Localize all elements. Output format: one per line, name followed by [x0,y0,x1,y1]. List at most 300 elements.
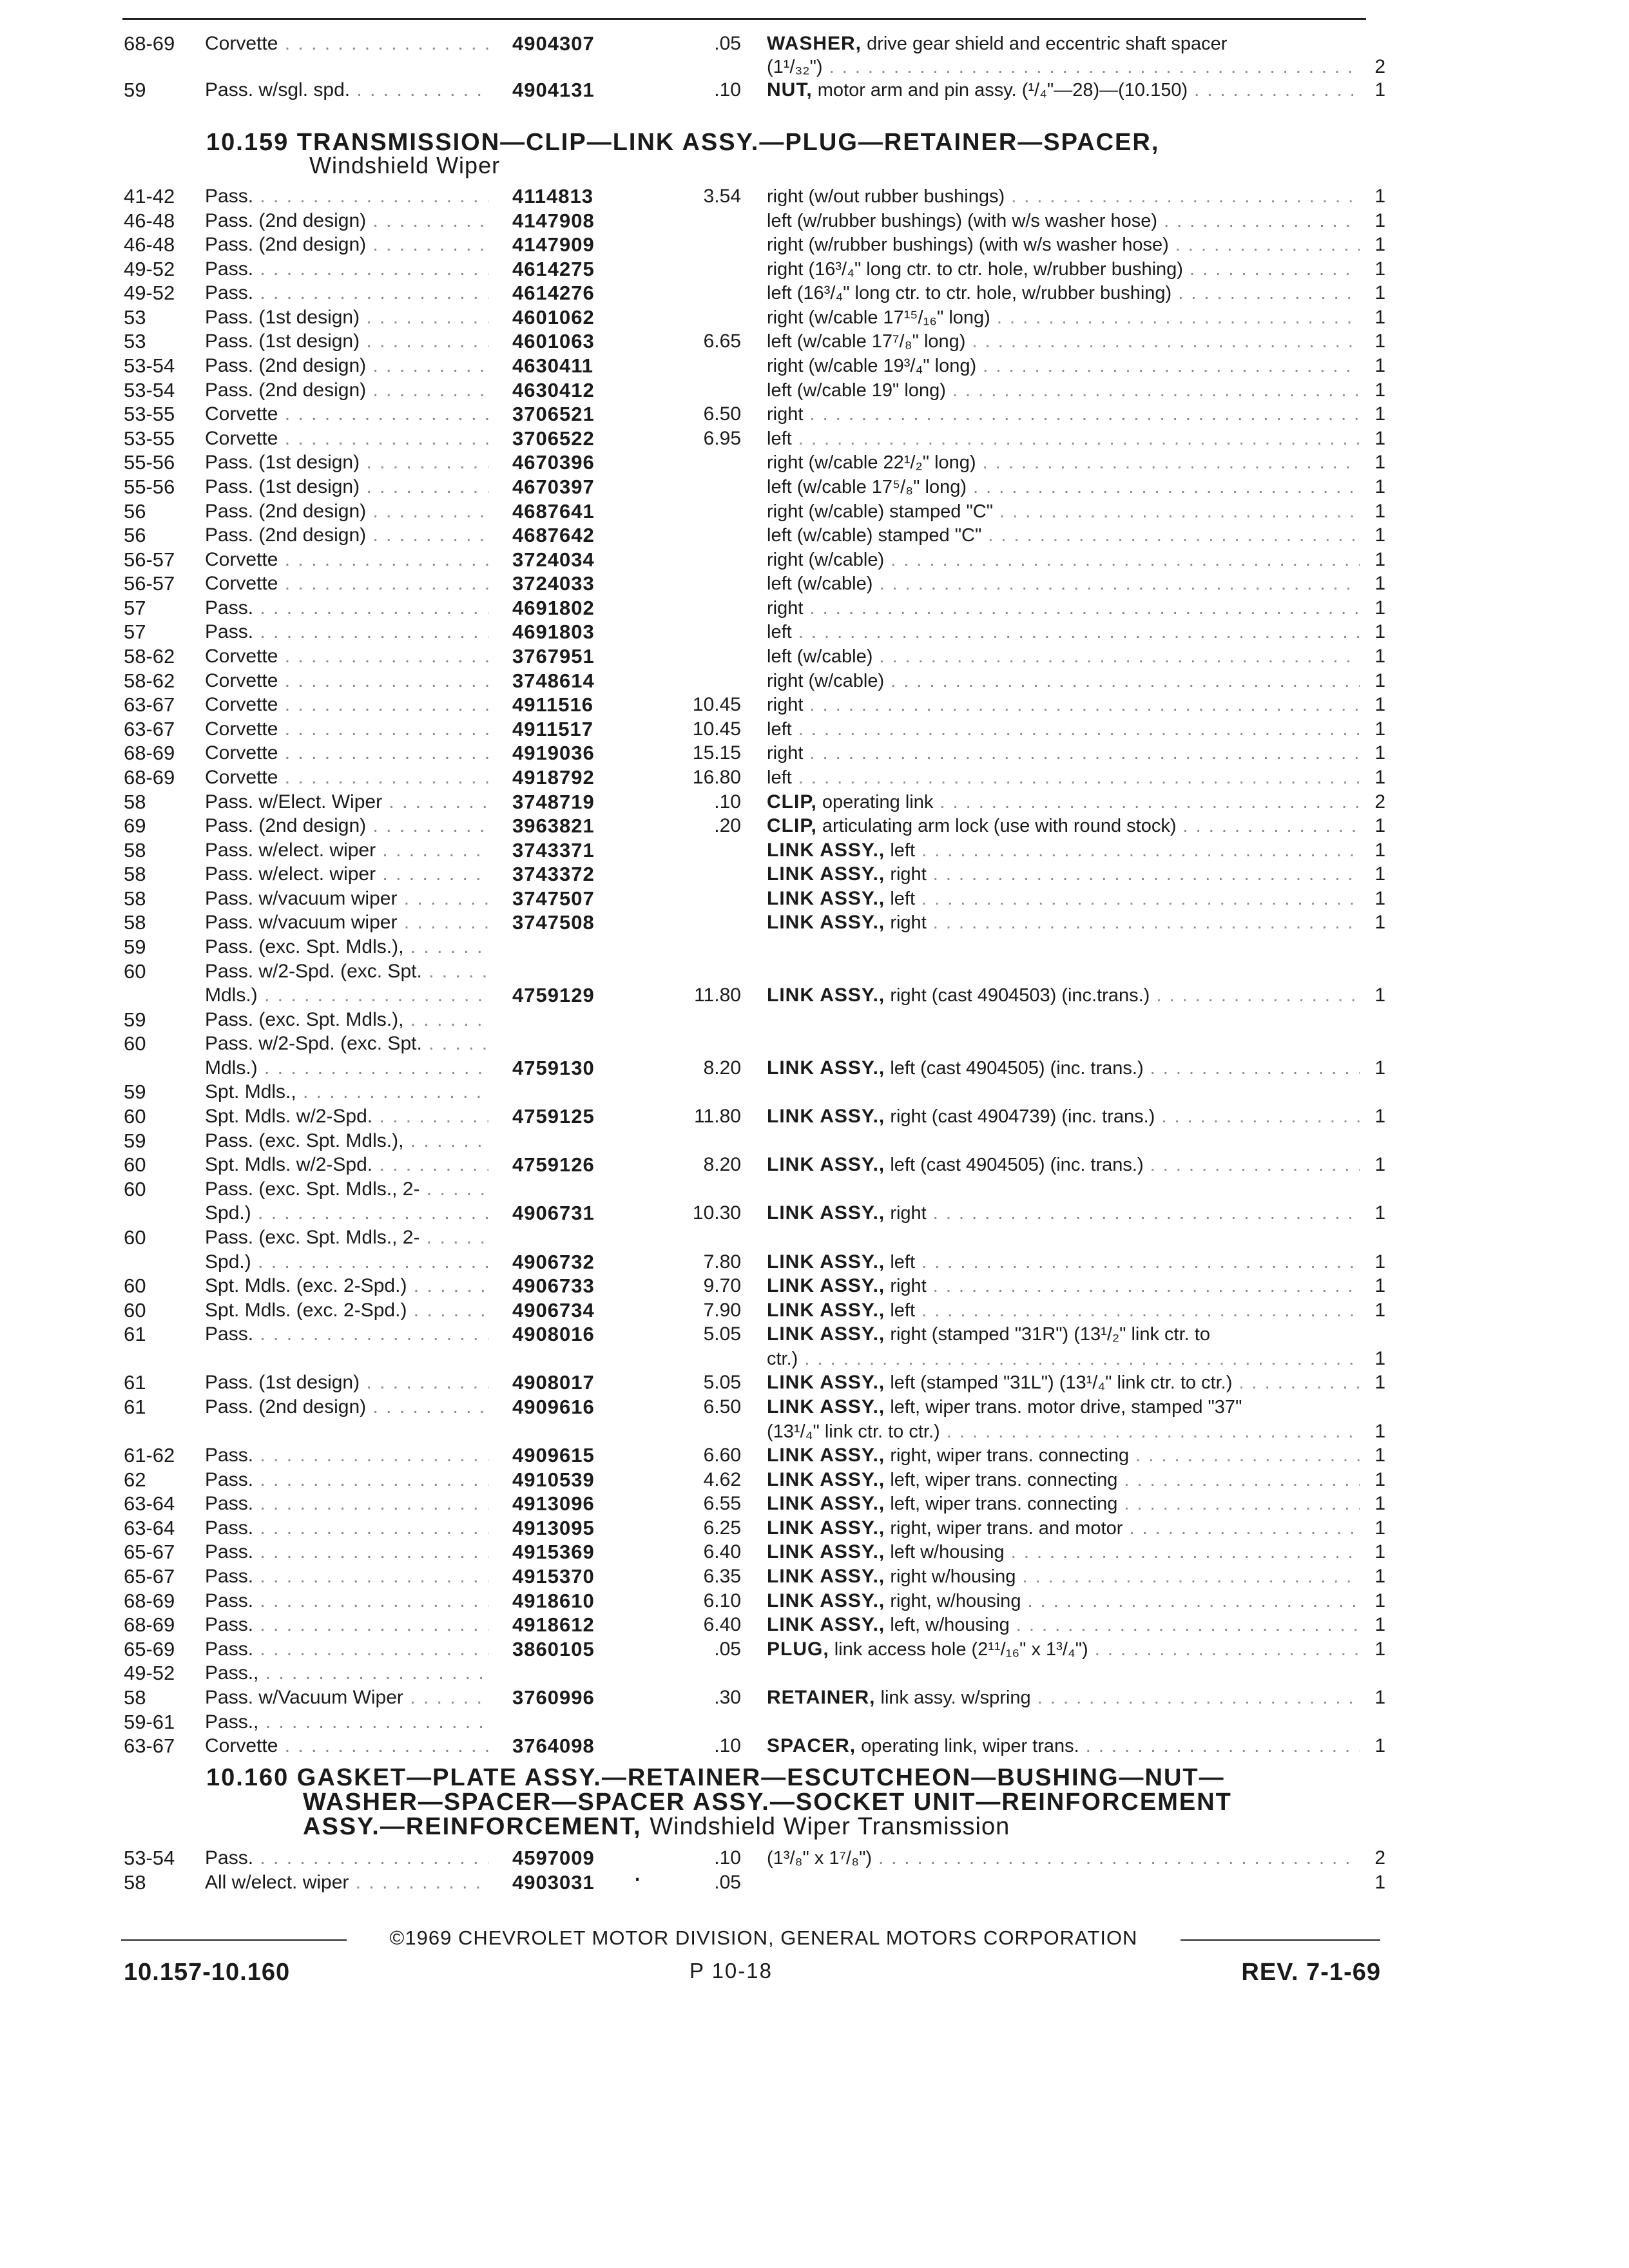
model-cell: Pass. (1st design) . . . [205,451,488,474]
table-row [0,1711,1629,1736]
description-cell [767,1202,1360,1225]
part-number-cell: 3748614 [512,669,595,692]
price-cell: 6.60 [703,1445,741,1466]
part-number-cell: 4687641 [512,499,595,523]
description-cell [767,1444,1360,1467]
model-cell: Pass. . . . [205,1444,488,1467]
price-cell: 3.54 [703,186,741,207]
year-cell: 49-52 [124,257,175,280]
year-cell: 59-61 [124,1710,175,1733]
price-cell: 9.70 [703,1275,741,1297]
part-number-cell: 4687642 [512,524,595,547]
table-row [0,32,1629,58]
model-cell: Pass. (2nd design) . . . [205,524,488,547]
price-cell: .05 [714,1638,741,1660]
model-cell: Pass. (2nd design) . . . [205,1396,488,1419]
table-row [0,1105,1629,1131]
part-number-cell: 4913096 [512,1492,595,1515]
part-number-cell: 4906734 [512,1298,595,1321]
year-cell: 60 [124,1032,146,1055]
model-cell: Spt. Mdls. w/2-Spd. . . . [205,1105,488,1128]
price-cell: 10.45 [692,718,741,740]
year-cell: 60 [124,1153,146,1177]
quantity-cell: 1 [1374,621,1385,643]
model-cell: Pass. . . . [205,1541,488,1564]
table-row [0,766,1629,792]
table-row [0,1202,1629,1227]
table-row [0,936,1629,961]
year-cell: 60 [124,1274,146,1298]
quantity-cell: 1 [1374,1468,1385,1490]
part-description: left (w/cable) [767,573,873,595]
quantity-cell: 2 [1374,56,1385,77]
table-row [0,791,1629,816]
part-description: left (w/rubber bushings) (with w/s washer hose) [767,210,1158,231]
part-name: LINK ASSY., [767,1566,885,1588]
part-number-cell: 3743371 [512,838,595,861]
model-cell: Pass. (2nd design) . . . [205,814,488,838]
model-cell: Pass. (1st design) . . . [205,306,488,329]
table-row [0,1178,1629,1204]
section-10-160-title-bold: ASSY.—REINFORCEMENT, [303,1813,642,1840]
table-row [0,403,1629,428]
description-cell [767,1251,1360,1274]
part-number-cell: 4909616 [512,1396,595,1418]
part-number-cell: 3724033 [512,572,595,595]
year-cell: 56-57 [124,548,175,571]
part-number-cell: 4911516 [512,693,593,716]
part-name: LINK ASSY., [767,1590,885,1611]
description-cell [767,1105,1360,1128]
table-row [0,960,1629,986]
year-cell: 53 [124,305,146,329]
quantity-cell: 1 [1374,1686,1385,1708]
model-cell: Corvette . . . [205,669,488,693]
description-cell [767,1613,1360,1637]
year-cell: 61 [124,1396,146,1418]
quantity-cell: 1 [1374,718,1385,740]
year-cell: 49-52 [124,282,175,305]
description-cell [767,887,1360,910]
description-cell [767,379,1360,402]
year-cell: 53 [124,330,146,353]
table-row [0,548,1629,574]
model-cell: Pass. w/vacuum wiper . . . [205,911,488,934]
year-cell: 58 [124,1686,146,1709]
year-cell: 68-69 [124,32,175,55]
part-description: link access hole (2¹¹/₁₆" x 1³/₄") [834,1639,1088,1660]
table-row [0,451,1629,477]
model-cell: Pass. . . . [205,597,488,620]
part-name: LINK ASSY., [767,1202,885,1224]
description-cell [767,645,1360,668]
year-cell: 57 [124,596,146,619]
part-description: right (cast 4904739) (inc. trans.) [890,1106,1155,1128]
quantity-cell: 1 [1374,1735,1385,1757]
part-number-cell: 4601063 [512,330,595,353]
model-cell: Pass. (2nd design) . . . [205,209,488,233]
part-number-cell: 4913095 [512,1516,595,1539]
description-cell [767,1847,1360,1870]
part-number-cell: 4909615 [512,1444,595,1467]
quantity-cell: 1 [1374,1372,1385,1394]
model-cell: Mdls.) . . . [205,984,488,1007]
part-description: operating link [822,791,934,812]
description-cell [767,282,1360,305]
description-cell [767,1565,1360,1588]
table-row [0,1347,1629,1373]
year-cell: 63-64 [124,1492,175,1515]
part-number-cell: 4114813 [512,185,593,207]
part-description: right (stamped "31R") (13¹/₂" link ctr. to [890,1324,1210,1345]
price-cell: .10 [714,1735,741,1757]
model-cell: Pass. (1st design) . . . [205,476,488,499]
year-cell: 59 [124,1081,146,1104]
quantity-cell: 1 [1374,1347,1385,1369]
part-name: LINK ASSY., [767,1445,885,1466]
part-number-cell: 3764098 [512,1735,595,1758]
description-cell [767,32,1360,55]
table-row [0,839,1629,865]
description-cell [767,1541,1360,1564]
year-cell: 59 [124,1129,146,1152]
table-row [0,233,1629,259]
description-cell [767,306,1360,329]
quantity-cell: 1 [1374,355,1385,377]
quantity-cell: 1 [1374,258,1385,280]
description-cell [767,185,1360,208]
model-cell: Spt. Mdls. (exc. 2-Spd.) . . . [205,1274,488,1298]
part-number-cell: 4691802 [512,596,595,619]
year-cell: 58-62 [124,645,175,668]
part-number-cell: 4614275 [512,257,595,280]
price-cell: 15.15 [692,742,741,764]
year-cell: 58 [124,1871,146,1894]
quantity-cell: 1 [1374,766,1385,788]
part-number-cell: 3767951 [512,645,595,668]
quantity-cell: 1 [1374,1057,1385,1079]
table-row [0,1662,1629,1687]
quantity-cell: 1 [1374,839,1385,861]
part-number-cell: 4908017 [512,1371,595,1394]
year-cell: 53-54 [124,1847,175,1869]
quantity-cell: 1 [1374,1493,1385,1515]
year-cell: 65-69 [124,1637,175,1660]
part-number-cell: 3963821 [512,814,595,838]
model-cell: Pass. . . . [205,1517,488,1540]
part-name: LINK ASSY., [767,1517,885,1539]
quantity-cell: 1 [1374,1445,1385,1466]
table-row [0,887,1629,913]
description-cell [767,572,1360,595]
quantity-cell: 2 [1374,1847,1385,1869]
model-cell: Pass. w/2-Spd. (exc. Spt. . . . [205,1032,488,1055]
table-row [0,1613,1629,1639]
model-cell: Pass. w/Vacuum Wiper . . . [205,1686,488,1709]
price-cell: 11.80 [694,985,741,1006]
part-description: left (w/cable 17⁷/₈" long) [767,331,966,352]
table-row [0,427,1629,453]
part-number-cell: 4910539 [512,1468,595,1491]
table-row [0,1226,1629,1252]
model-cell: Corvette . . . [205,766,488,789]
price-cell: 6.25 [703,1517,741,1539]
price-cell: 6.10 [703,1590,741,1611]
quantity-cell: 1 [1374,742,1385,764]
part-description: left, w/housing [890,1615,1010,1636]
quantity-cell: 1 [1374,1420,1385,1442]
year-cell: 49-52 [124,1662,175,1685]
part-description: right [767,404,804,425]
year-cell: 61-62 [124,1444,175,1467]
table-row [0,330,1629,356]
quantity-cell: 1 [1374,524,1385,546]
quantity-cell: 1 [1374,985,1385,1006]
part-name: LINK ASSY., [767,1251,885,1273]
part-number-cell: 4147909 [512,233,595,256]
table-row [0,1251,1629,1276]
model-cell: Pass. . . . [205,258,488,281]
quantity-cell: 1 [1374,887,1385,909]
part-number-cell: 3747508 [512,911,595,934]
model-cell: Spt. Mdls., . . . [205,1081,488,1104]
table-row [0,185,1629,211]
quantity-cell: 1 [1374,1614,1385,1636]
model-cell: Pass. w/elect. wiper . . . [205,863,488,886]
part-description: right [767,743,804,764]
description-cell [767,1396,1360,1419]
part-description: left w/housing [890,1542,1005,1563]
model-cell: Pass. . . . [205,1468,488,1492]
table-row [0,354,1629,380]
year-cell: 58 [124,790,146,813]
table-row [0,1081,1629,1106]
part-description: right [890,864,927,885]
part-description: left (w/cable) [767,646,873,668]
part-number-cell: 4147908 [512,209,595,232]
top-rule [122,18,1366,20]
quantity-cell: 1 [1374,912,1385,934]
table-row [0,1032,1629,1058]
table-row [0,1129,1629,1155]
year-cell: 68-69 [124,765,175,789]
quantity-cell: 1 [1374,1106,1385,1128]
model-cell: Corvette . . . [205,548,488,572]
quantity-cell: 2 [1374,791,1385,812]
quantity-cell: 1 [1374,1541,1385,1563]
description-cell [767,524,1360,547]
description-cell [767,55,1360,79]
price-cell: 5.05 [703,1372,741,1394]
description-cell [767,79,1360,102]
table-row [0,476,1629,501]
year-cell: 56 [124,499,146,523]
table-row [0,1274,1629,1300]
model-cell: Pass. (exc. Spt. Mdls.), . . . [205,1008,488,1032]
description-cell [767,911,1360,934]
description-cell [767,1492,1360,1515]
year-cell: 63-67 [124,717,175,740]
part-description: right, wiper trans. connecting [890,1445,1130,1466]
description-cell [767,814,1360,838]
year-cell: 63-67 [124,693,175,716]
price-cell: 6.50 [703,403,741,425]
model-cell: Pass. . . . [205,1638,488,1661]
part-number-cell: 4908016 [512,1323,595,1346]
price-cell: 5.05 [703,1323,741,1345]
model-cell: Corvette . . . [205,32,488,55]
table-row [0,1565,1629,1591]
part-name: LINK ASSY., [767,863,885,885]
year-cell: 46-48 [124,233,175,256]
model-cell: Spt. Mdls. w/2-Spd. . . . [205,1153,488,1177]
table-row [0,500,1629,526]
part-description: left (w/cable 17⁵/₈" long) [767,476,967,497]
year-cell: 59 [124,1008,146,1031]
part-description: right [890,1203,927,1224]
model-cell: Corvette . . . [205,403,488,426]
table-row [0,79,1629,104]
part-name: RETAINER, [767,1686,876,1708]
part-name: CLIP, [767,815,817,837]
part-name: LINK ASSY., [767,1396,885,1418]
table-row [0,1057,1629,1082]
price-cell: .10 [714,79,741,101]
description-cell [767,693,1360,716]
price-cell: .05 [714,33,741,54]
description-cell [767,427,1360,450]
part-name: LINK ASSY., [767,1275,885,1297]
table-row [0,1871,1629,1897]
part-name: SPACER, [767,1735,856,1757]
part-description: left (16³/₄" long ctr. to ctr. hole, w/rubber bushing) [767,283,1172,304]
description-cell [767,791,1360,814]
year-cell: 53-54 [124,378,175,401]
price-cell: 10.30 [692,1202,741,1224]
part-description: right (w/rubber bushings) (with w/s washer hose) [767,235,1169,256]
part-number-cell: 3706522 [512,427,595,450]
part-description: left [767,622,792,643]
description-cell [767,597,1360,620]
model-cell: Pass. . . . [205,1492,488,1515]
quantity-cell: 1 [1374,500,1385,522]
quantity-cell: 1 [1374,379,1385,401]
description-cell [767,984,1360,1007]
model-cell: Pass. . . . [205,185,488,208]
description-cell [767,742,1360,765]
description-cell [767,1590,1360,1613]
price-cell: .10 [714,1847,741,1869]
part-description: right (w/cable 19³/₄" long) [767,356,977,377]
part-number-cell: 4915369 [512,1541,595,1564]
part-number-cell: 3748719 [512,790,595,813]
part-description: right, wiper trans. and motor [890,1517,1123,1539]
part-name: WASHER, [767,33,862,54]
part-number-cell: 4904131 [512,79,595,101]
description-cell [767,476,1360,499]
description-cell [767,354,1360,378]
price-cell: 7.80 [703,1251,741,1273]
price-cell: 8.20 [703,1057,741,1079]
description-cell [767,718,1360,741]
table-row [0,718,1629,744]
table-row [0,1541,1629,1566]
stray-mark: . [635,1864,641,1885]
quantity-cell: 1 [1374,1872,1385,1893]
table-row [0,984,1629,1010]
part-name: CLIP, [767,791,817,812]
part-number-cell: 4601062 [512,305,595,329]
part-number-cell: 4911517 [512,717,593,740]
part-number-cell: 3860105 [512,1637,595,1660]
quantity-cell: 1 [1374,815,1385,837]
part-number-cell: 4918610 [512,1589,595,1612]
model-cell: Pass. (exc. Spt. Mdls., 2- . . . [205,1178,488,1201]
model-cell: Pass. (exc. Spt. Mdls.), . . . [205,936,488,959]
description-cell [767,451,1360,474]
page-number: P 10-18 [689,1959,773,1983]
quantity-cell: 1 [1374,234,1385,256]
table-row [0,814,1629,840]
year-cell: 63-64 [124,1516,175,1539]
table-row [0,1444,1629,1470]
model-cell: Corvette . . . [205,718,488,741]
part-description: left [767,428,792,449]
table-row [0,572,1629,598]
quantity-cell: 1 [1374,597,1385,619]
copyright-notice: ©1969 CHEVROLET MOTOR DIVISION, GENERAL MOTORS CORPORATION [389,1927,1138,1949]
part-name: LINK ASSY., [767,839,885,861]
quantity-cell: 1 [1374,1154,1385,1176]
price-cell: 6.35 [703,1566,741,1588]
table-row [0,1008,1629,1034]
model-cell: Pass. (2nd design) . . . [205,354,488,378]
part-number-cell: 4614276 [512,282,595,305]
quantity-cell: 1 [1374,573,1385,595]
part-number-cell: 4906731 [512,1202,595,1225]
quantity-cell: 1 [1374,1638,1385,1660]
part-number-cell: 4906732 [512,1250,595,1273]
table-row [0,1468,1629,1494]
table-row [0,742,1629,767]
year-cell: 68-69 [124,1589,175,1612]
table-row [0,1492,1629,1518]
part-description: right [767,597,804,619]
year-cell: 53-54 [124,354,175,378]
description-cell [767,1299,1360,1322]
quantity-cell: 1 [1374,1566,1385,1588]
price-cell: .05 [714,1872,741,1893]
description-cell [767,548,1360,572]
table-row [0,1638,1629,1664]
year-cell: 46-48 [124,209,175,232]
model-cell: Pass. (2nd design) . . . [205,500,488,523]
description-cell [767,330,1360,353]
part-description: left [890,1300,916,1321]
model-cell: Pass. (1st design) . . . [205,330,488,353]
section-10-159-title: 10.159 TRANSMISSION—CLIP—LINK ASSY.—PLUG—RETAINER—SPACER, [206,129,1160,156]
table-row [0,379,1629,405]
part-description: right [890,912,927,934]
table-row [0,863,1629,889]
year-cell: 53-55 [124,427,175,450]
price-cell: 6.95 [703,427,741,449]
table-row [0,1590,1629,1615]
part-description: right [767,695,804,716]
quantity-cell: 1 [1374,694,1385,716]
model-cell: Pass., . . . [205,1711,488,1734]
footer-rule-right [1181,1939,1380,1941]
